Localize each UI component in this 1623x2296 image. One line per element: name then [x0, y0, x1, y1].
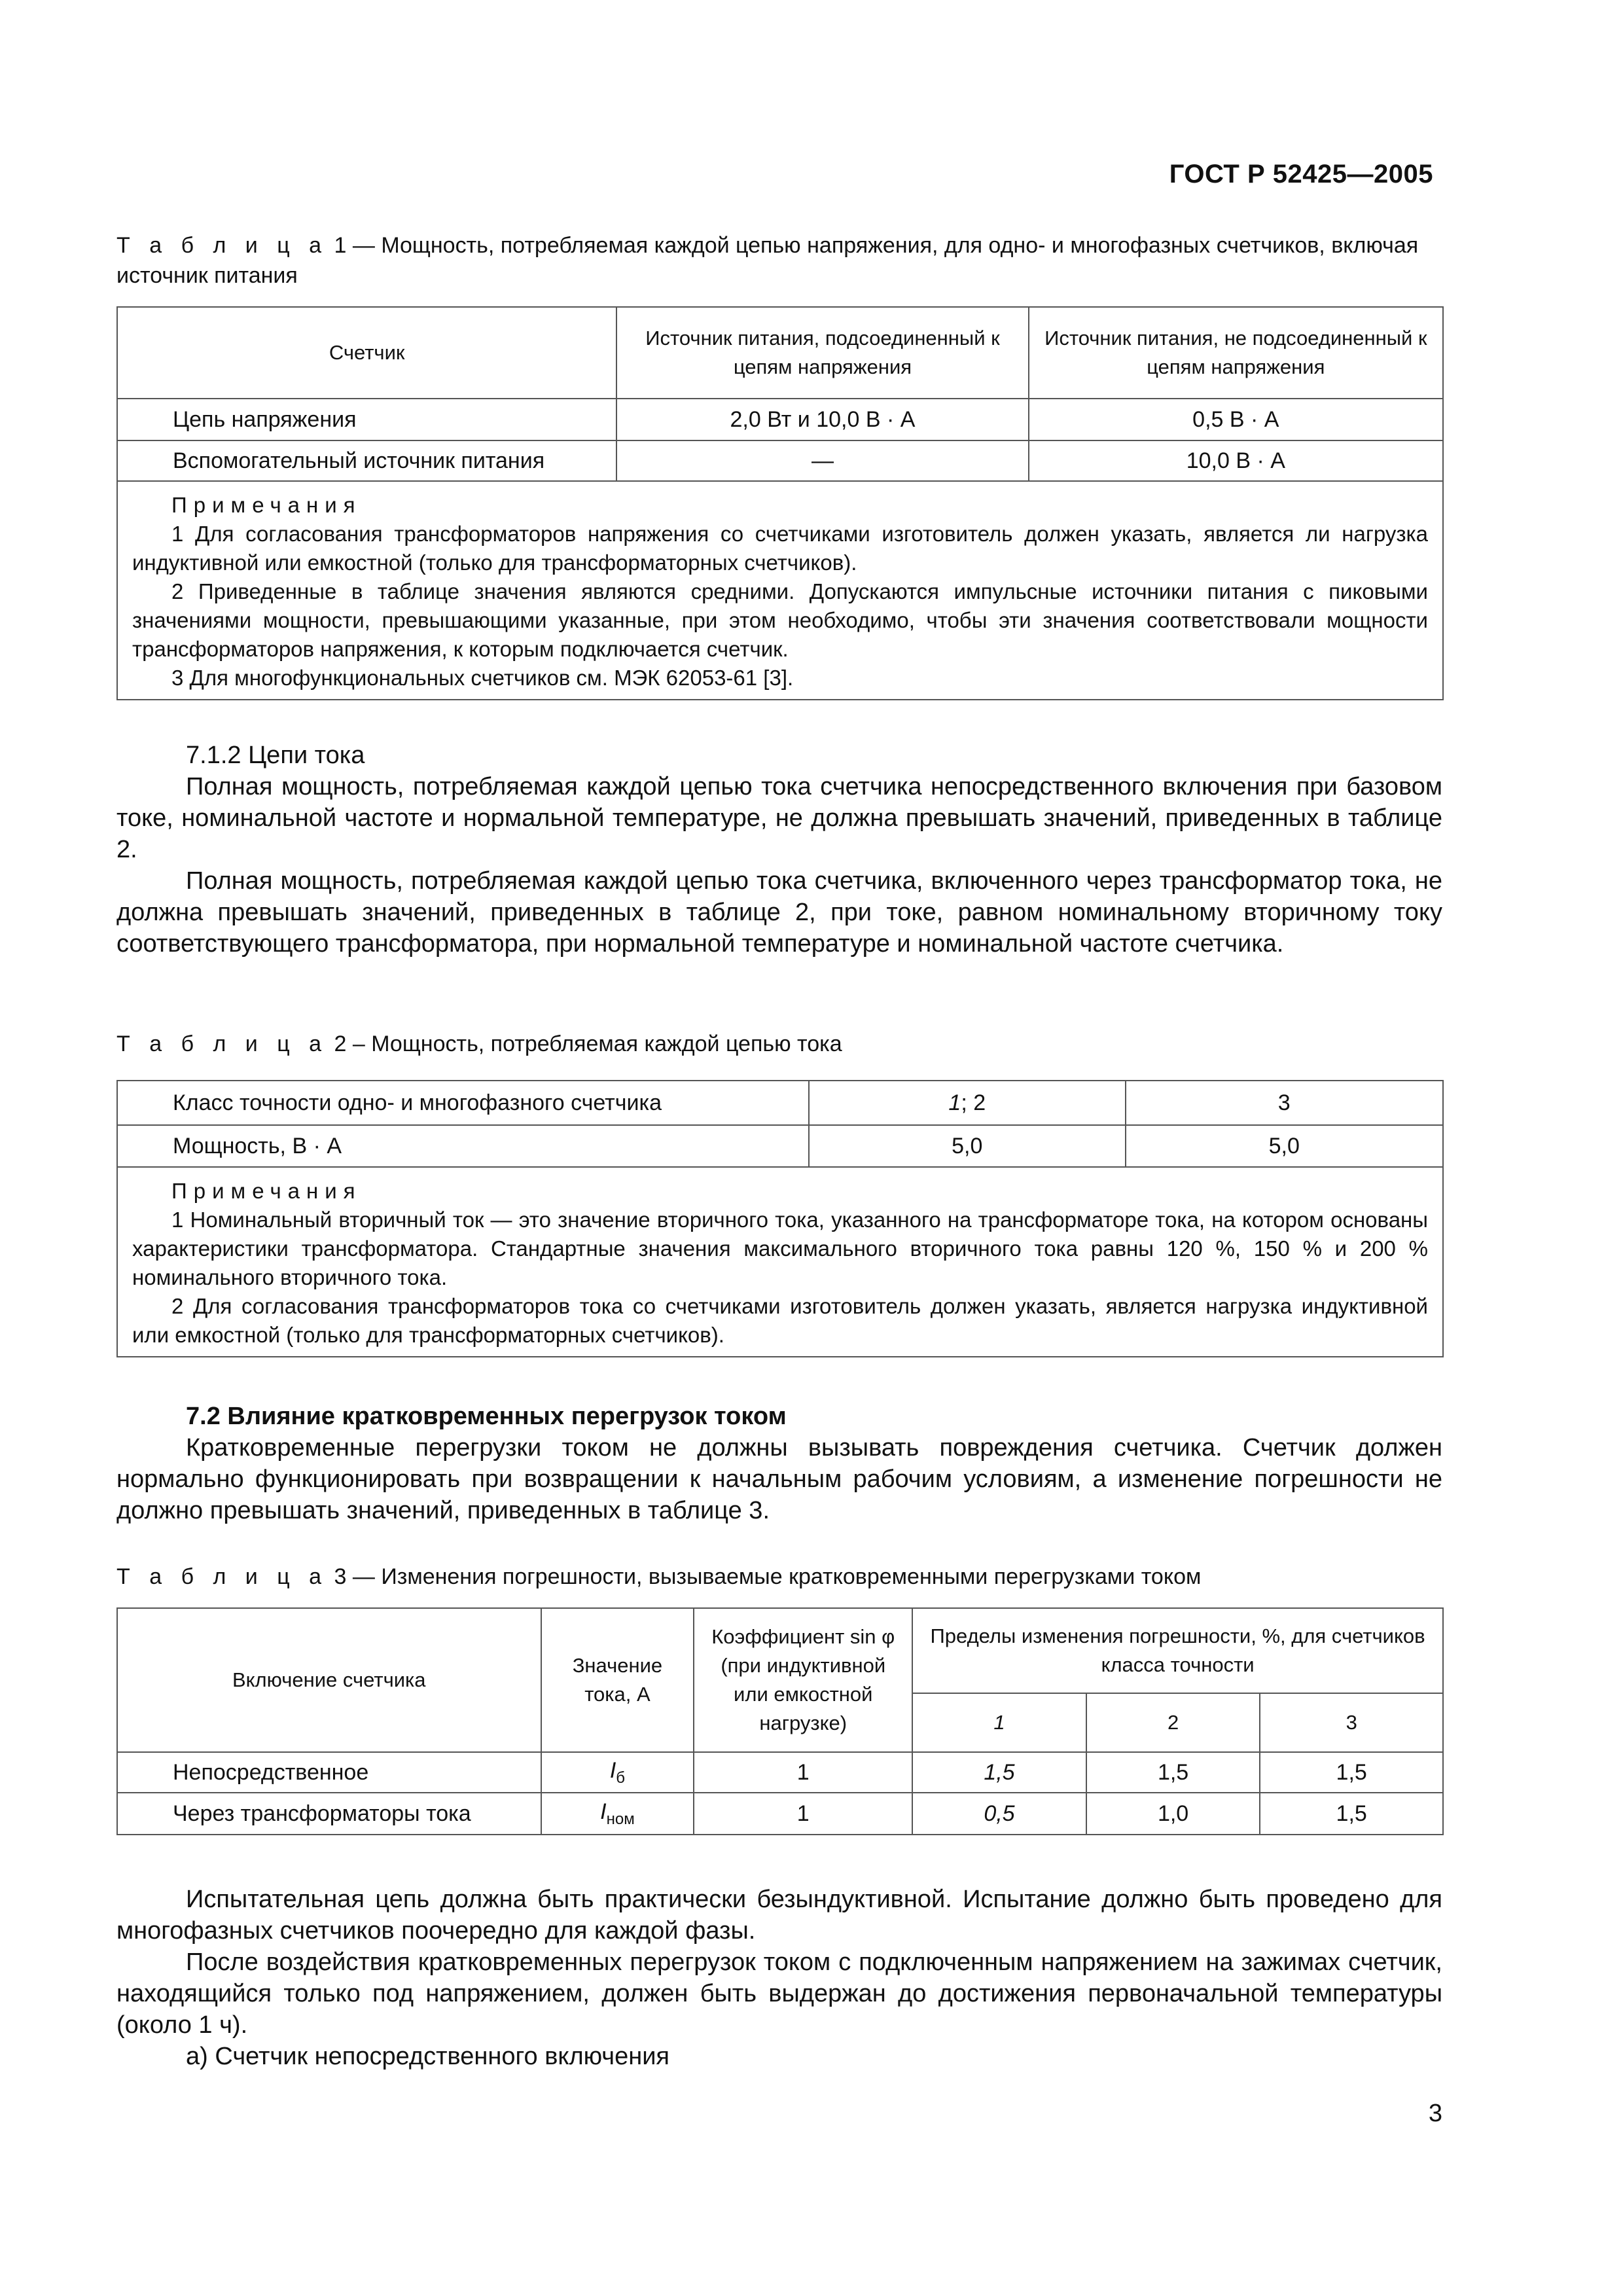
section-7-2-heading: 7.2 Влияние кратковременных перегрузок током	[186, 1403, 787, 1430]
table-row	[117, 399, 1443, 440]
table3-class-1: 1	[912, 1693, 1086, 1752]
closing-text	[116, 1884, 1442, 2072]
paragraph: После воздействия кратковременных перегрузок током с подключенным напряжением на зажимах счетчик, находящийся только под напряжением, должен быть выдержан до достижения первоначальной температуры (около 1 ч).	[116, 1948, 1442, 2039]
table1-row-value: —	[616, 440, 1028, 481]
table3-header-current: Значение тока, А	[541, 1608, 694, 1752]
table3-caption-number: 3	[334, 1564, 347, 1589]
section-7-2	[116, 1401, 1442, 1526]
table1-row-value: 2,0 Вт и 10,0 В · А	[616, 399, 1028, 440]
table-row	[117, 1081, 1443, 1125]
table3-error: 1,5	[1260, 1752, 1443, 1793]
table1-row-name: Цепь напряжения	[117, 399, 616, 440]
table2-power-value: 5,0	[809, 1125, 1125, 1167]
table3-connection: Через трансформаторы тока	[117, 1793, 541, 1835]
table3-connection: Непосредственное	[117, 1752, 541, 1793]
table2-accuracy-label: Класс точности одно- и многофазного счетчика	[117, 1081, 809, 1125]
table2-caption	[116, 1029, 1442, 1059]
table3-coefficient: 1	[694, 1752, 912, 1793]
list-item-a: а) Счетчик непосредственного включения	[186, 2043, 669, 2070]
table2-power-value: 5,0	[1126, 1125, 1443, 1167]
table1-header-not-connected: Источник питания, не подсоединенный к цепям напряжения	[1029, 307, 1443, 399]
table3-error: 1,5	[1260, 1793, 1443, 1835]
table1-row-value: 0,5 В · А	[1029, 399, 1443, 440]
table3-error: 1,5	[1086, 1752, 1260, 1793]
table2-caption-number: 2	[334, 1031, 347, 1056]
table2-accuracy-rest: ; 2	[961, 1090, 986, 1115]
table-row	[117, 1793, 1443, 1835]
table1-header-connected: Источник питания, подсоединенный к цепям напряжения	[616, 307, 1028, 399]
table2-notes-title: Примечания	[171, 1179, 362, 1203]
section-7-1-2-heading: 7.1.2 Цепи тока	[186, 742, 365, 769]
table2-notes	[117, 1167, 1443, 1357]
table3-current-subscript: ном	[606, 1810, 635, 1828]
table-row	[117, 1125, 1443, 1167]
table1-header-meter: Счетчик	[117, 307, 616, 399]
table2-power-label: Мощность, В · А	[117, 1125, 809, 1167]
table-row	[117, 1752, 1443, 1793]
table1-header-row	[117, 307, 1443, 399]
section-7-1-2	[116, 740, 1442, 960]
table3	[116, 1607, 1444, 1835]
table3-caption-prefix: Т а б л и ц а	[116, 1564, 329, 1589]
table3-caption	[116, 1562, 1442, 1592]
table1-note: 2 Приведенные в таблице значения являются средними. Допускаются импульсные источники питания с пиковыми значениями мощности, превышающими указанные, при этом необходимо, чтобы эти значения соответствовали мощности трансформаторов напряжения, к которым подключается счетчик.	[132, 579, 1428, 661]
table3-current	[541, 1752, 694, 1793]
table2-accuracy-italic: 1	[948, 1090, 961, 1115]
table1-notes	[117, 481, 1443, 700]
table2	[116, 1080, 1444, 1357]
page-number: 3	[1428, 2100, 1442, 2127]
paragraph: Полная мощность, потребляемая каждой цепью тока счетчика непосредственного включения при базовом токе, номинальной частоте и нормальной температуре, не должна превышать значений, приведенных в таблице 2.	[116, 773, 1442, 863]
table3-error: 1,5	[912, 1752, 1086, 1793]
table1-caption-number: 1	[334, 233, 347, 258]
table1-notes-title: Примечания	[171, 493, 362, 517]
table1-caption-prefix: Т а б л и ц а	[116, 233, 329, 258]
table3-current	[541, 1793, 694, 1835]
table2-accuracy-value: 3	[1126, 1081, 1443, 1125]
table1	[116, 306, 1444, 700]
table2-caption-prefix: Т а б л и ц а	[116, 1031, 329, 1056]
table2-note: 1 Номинальный вторичный ток — это значение вторичного тока, указанного на трансформаторе тока, на котором основаны характеристики трансформатора. Стандартные значения максимального вторичного тока равны 120 %, 150 % и 200 % номинального вторичного тока.	[132, 1208, 1428, 1289]
table3-class-2: 2	[1086, 1693, 1260, 1752]
table3-coefficient: 1	[694, 1793, 912, 1835]
table1-note: 3 Для многофункциональных счетчиков см. МЭК 62053-61 [3].	[171, 666, 794, 690]
table3-error: 0,5	[912, 1793, 1086, 1835]
table3-current-subscript: б	[616, 1768, 626, 1787]
table3-header-coefficient: Коэффициент sin φ (при индуктивной или емкостной нагрузке)	[694, 1608, 912, 1752]
table1-caption-text: — Мощность, потребляемая каждой цепью напряжения, для одно- и многофазных счетчиков, включая источник питания	[116, 233, 1419, 288]
paragraph: Испытательная цепь должна быть практически безындуктивной. Испытание должно быть проведено для многофазных счетчиков поочередно для каждой фазы.	[116, 1886, 1442, 1945]
table2-accuracy-value	[809, 1081, 1125, 1125]
table1-notes-row	[117, 481, 1443, 700]
table3-class-3: 3	[1260, 1693, 1443, 1752]
table3-header-limits: Пределы изменения погрешности, %, для счетчиков класса точности	[912, 1608, 1443, 1693]
table3-header-connection: Включение счетчика	[117, 1608, 541, 1752]
table3-error: 1,0	[1086, 1793, 1260, 1835]
table2-notes-row	[117, 1167, 1443, 1357]
paragraph: Полная мощность, потребляемая каждой цепью тока счетчика, включенного через трансформатор тока, не должна превышать значений, приведенных в таблице 2, при токе, равном номинальному вторичному току соответствующего трансформатора, при нормальной температуре и номинальной частоте счетчика.	[116, 867, 1442, 958]
table3-caption-text: — Изменения погрешности, вызываемые кратковременными перегрузками током	[346, 1564, 1202, 1589]
table1-row-name: Вспомогательный источник питания	[117, 440, 616, 481]
table-row	[117, 440, 1443, 481]
paragraph: Кратковременные перегрузки током не должны вызывать повреждения счетчика. Счетчик должен нормально функционировать при возвращении к начальным рабочим условиям, а изменение погрешности не должно превышать значений, приведенных в таблице 3.	[116, 1434, 1442, 1524]
table1-caption	[116, 230, 1442, 291]
table2-note: 2 Для согласования трансформаторов тока со счетчиками изготовитель должен указать, является нагрузка индуктивной или емкостной (только для трансформаторных счетчиков).	[132, 1294, 1428, 1347]
table3-current-symbol: I	[609, 1757, 616, 1783]
table3-header-row	[117, 1608, 1443, 1693]
document-id: ГОСТ Р 52425—2005	[1169, 160, 1433, 188]
table3-current-symbol: I	[600, 1799, 607, 1824]
table2-caption-text: – Мощность, потребляемая каждой цепью тока	[346, 1031, 842, 1056]
table1-row-value: 10,0 В · А	[1029, 440, 1443, 481]
table1-note: 1 Для согласования трансформаторов напряжения со счетчиками изготовитель должен указать, является ли нагрузка индуктивной или емкостной (только для трансформаторных счетчиков).	[132, 522, 1428, 575]
